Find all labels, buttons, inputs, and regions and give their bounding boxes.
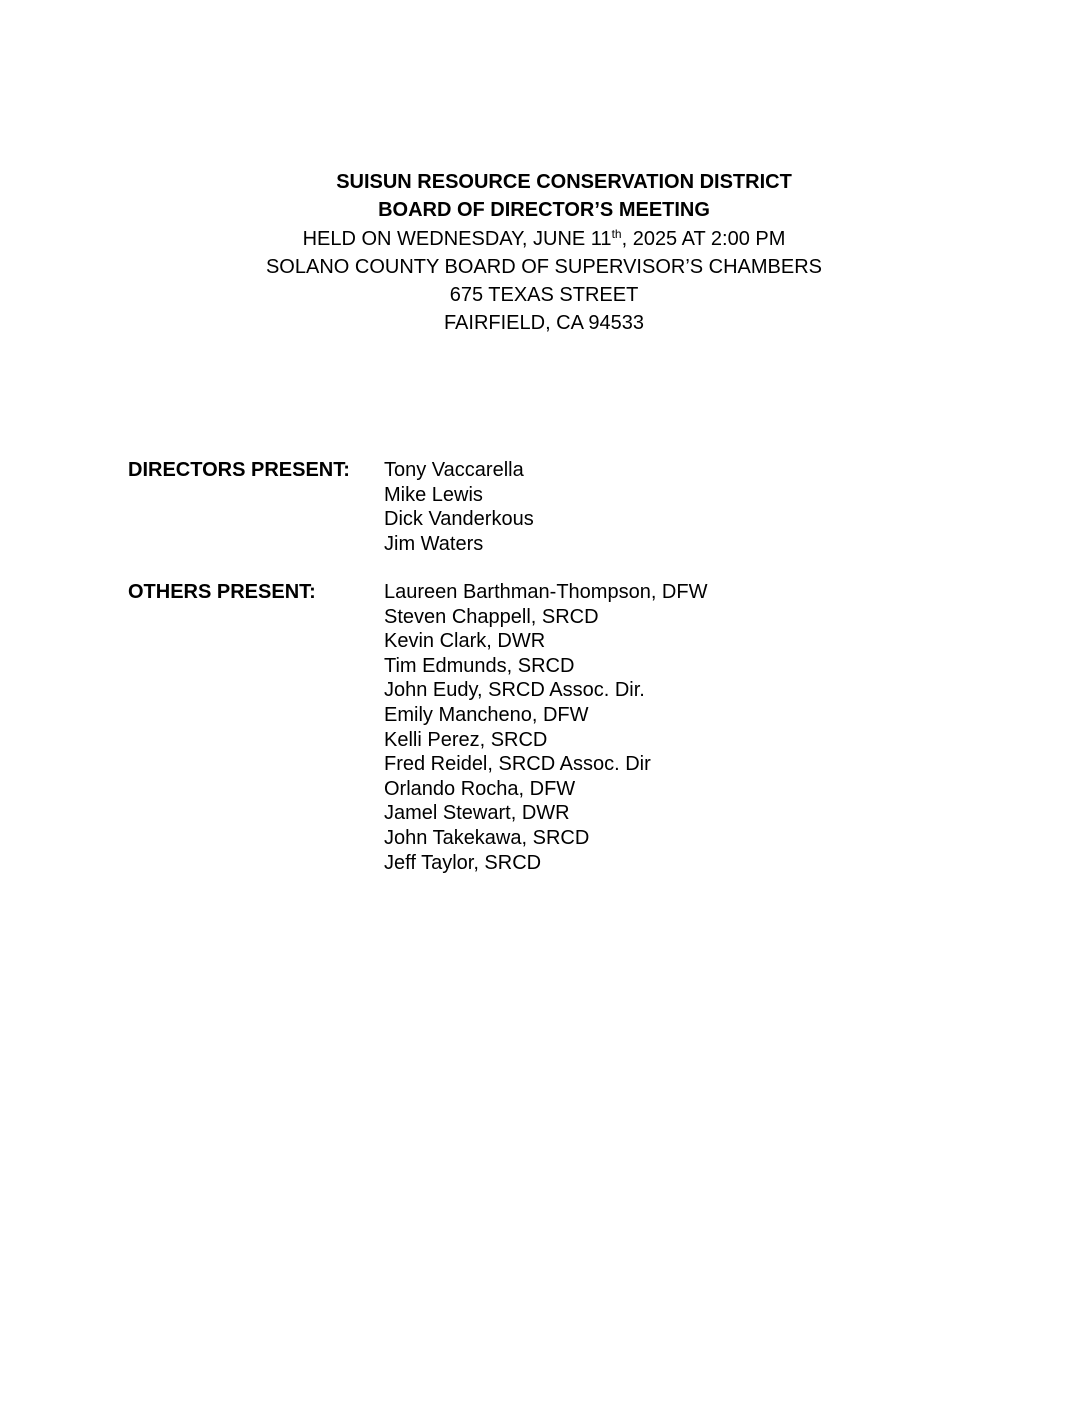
attendee-name: Tim Edmunds, SRCD — [384, 654, 575, 677]
meeting-city: FAIRFIELD, CA 94533 — [443, 312, 645, 335]
director-name: Jim Waters — [384, 532, 484, 555]
attendee-name: Laureen Barthman-Thompson, DFW — [384, 581, 708, 603]
attendee-name: Jamel Stewart, DWR — [384, 802, 570, 825]
meeting-header — [0, 168, 1088, 338]
attendee-name: John Eudy, SRCD Assoc. Dir. — [384, 679, 645, 702]
attendee-name: John Takekawa, SRCD — [384, 826, 590, 849]
attendee-name: Orlando Rocha, DFW — [384, 777, 576, 800]
meeting-street: 675 TEXAS STREET — [449, 284, 639, 307]
others-present-label: OTHERS PRESENT: — [128, 581, 316, 603]
meeting-date-prefix: HELD ON WEDNESDAY, JUNE 11 — [302, 227, 612, 250]
district-name: SUISUN RESOURCE CONSERVATION DISTRICT — [336, 171, 792, 193]
director-name: Tony Vaccarella — [384, 459, 524, 481]
attendee-name: Emily Mancheno, DFW — [384, 703, 589, 726]
attendee-name: Jeff Taylor, SRCD — [384, 851, 542, 874]
meeting-title: BOARD OF DIRECTOR’S MEETING — [378, 199, 710, 222]
meeting-location: SOLANO COUNTY BOARD OF SUPERVISOR’S CHAMBERS — [265, 255, 823, 278]
attendee-name: Fred Reidel, SRCD Assoc. Dir — [384, 753, 651, 776]
attendee-name: Kelli Perez, SRCD — [384, 728, 548, 751]
others-list — [384, 580, 707, 875]
director-name: Mike Lewis — [384, 483, 483, 506]
meeting-date-suffix: , 2025 AT 2:00 PM — [621, 227, 786, 250]
date-ordinal-suffix: th — [611, 226, 622, 241]
director-name: Dick Vanderkous — [384, 508, 534, 531]
attendee-name: Steven Chappell, SRCD — [384, 605, 599, 628]
meeting-date-line — [0, 225, 1088, 253]
directors-list — [384, 458, 534, 556]
attendee-name: Kevin Clark, DWR — [384, 630, 546, 653]
directors-present-label: DIRECTORS PRESENT: — [128, 459, 350, 481]
